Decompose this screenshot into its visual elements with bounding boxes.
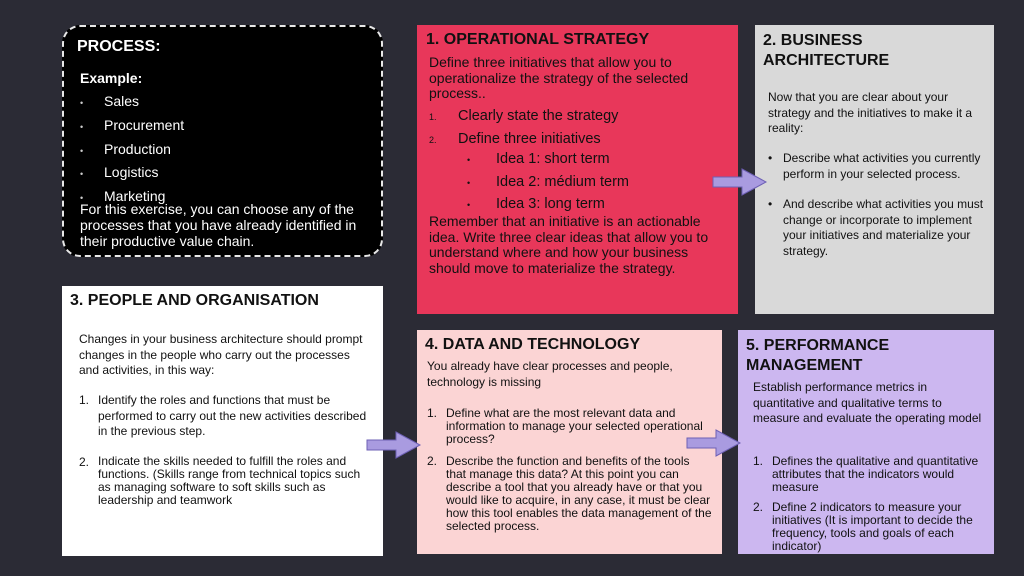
list-item: 2. Describe the function and benefits of the tools that manage this data? At this point you can describe a tool that you already have or that you would like to acquire, in any case, it must be clear how this tool enables the data management of the selected process.	[427, 454, 712, 533]
list-item: • Production	[80, 140, 171, 157]
list-item: • And describe what activities you must change or incorporate to implement your initiatives and materialize your strategy.	[768, 197, 984, 258]
list-item: 1. Define what are the most relevant data and information to manage your selected operational process?	[427, 406, 703, 446]
operational-strategy-card	[417, 25, 738, 314]
list-item: 2. Define three initiatives	[429, 130, 601, 147]
arrow-right-icon	[686, 428, 742, 458]
operational-title: 1. OPERATIONAL STRATEGY	[426, 31, 650, 48]
list-item: • Idea 1: short term	[467, 151, 610, 167]
process-note: For this exercise, you can choose any of the processes that you have already identified in their productive value chain.	[80, 201, 357, 249]
data-tech-title: 4. DATA AND TECHNOLOGY	[425, 336, 641, 353]
operational-ideas	[467, 149, 629, 217]
performance-title: 5. PERFORMANCE MANAGEMENT	[746, 337, 890, 374]
list-item: • Marketing	[80, 188, 166, 205]
list-item: • Procurement	[80, 116, 185, 133]
operational-intro: Define three initiatives that allow you to operationalize the strategy of the selected process..	[429, 54, 689, 101]
people-title: 3. PEOPLE AND ORGANISATION	[70, 292, 319, 309]
performance-management-card	[738, 330, 994, 554]
people-list	[79, 393, 369, 507]
operational-note: Remember that an initiative is an actionable idea. Write three clear ideas that allow you to understand where and how your business should move to materialize the strategy.	[429, 213, 709, 276]
data-tech-list	[427, 407, 712, 533]
arrow-right-icon	[366, 430, 422, 460]
operational-steps	[429, 106, 618, 151]
list-item: • Logistics	[80, 164, 159, 181]
data-tech-intro: You already have clear processes and people, technology is missing	[427, 359, 673, 389]
data-technology-card	[417, 330, 722, 554]
people-intro: Changes in your business architecture should prompt changes in the people who carry out the processes and activities, in this way:	[79, 332, 363, 377]
list-item: • Idea 2: médium term	[467, 173, 629, 190]
performance-list	[753, 455, 985, 553]
list-item: • Sales	[80, 93, 140, 109]
business-bullets	[768, 151, 984, 259]
business-title: 2. BUSINESS ARCHITECTURE	[763, 32, 890, 69]
arrow-right-icon	[712, 167, 768, 197]
process-example-label: Example:	[80, 70, 143, 86]
list-item: 2. Indicate the skills needed to fulfill the roles and functions. (Skills range from technical topics such as managing software to soft skills such as leadership and teamwork	[79, 453, 361, 507]
performance-intro: Establish performance metrics in quantitative and qualitative terms to measure and evaluate the operating model	[753, 380, 982, 425]
list-item: 2. Define 2 indicators to measure your initiatives (It is important to decide the frequency, tools and goals of each indicator)	[753, 500, 973, 553]
business-intro: Now that you are clear about your strategy and the initiatives to make it a reality:	[768, 90, 973, 135]
process-list	[80, 91, 184, 210]
list-item: 1. Identify the roles and functions that must be performed to carry out the new activities described in the previous step.	[79, 393, 367, 438]
process-card	[62, 25, 383, 257]
list-item: 1. Clearly state the strategy	[429, 108, 619, 124]
list-item: • Idea 3: long term	[467, 196, 605, 212]
list-item: 1. Defines the qualitative and quantitative attributes that the indicators would measure	[753, 454, 979, 494]
list-item: • Describe what activities you currently perform in your selected process.	[768, 151, 981, 181]
process-title: PROCESS:	[77, 38, 161, 55]
people-organisation-card	[62, 286, 383, 556]
business-architecture-card	[755, 25, 994, 314]
